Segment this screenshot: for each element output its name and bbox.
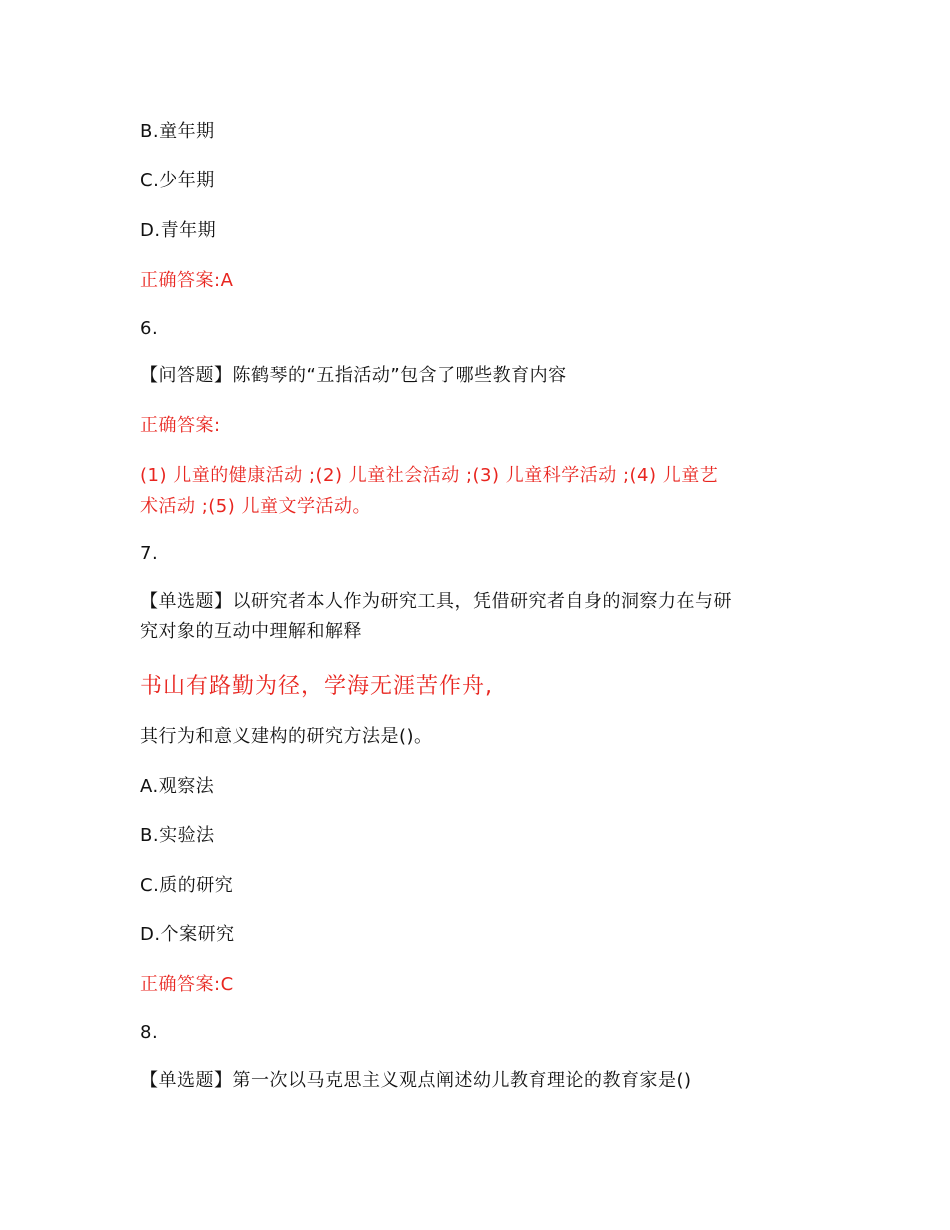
q7-option-a: A.观察法 bbox=[140, 776, 215, 797]
q6-answer-line-1: (1) 儿童的健康活动 ;(2) 儿童社会活动 ;(3) 儿童科学活动 ;(4) 儿童艺 bbox=[140, 465, 719, 486]
q7-number: 7. bbox=[140, 543, 159, 564]
q6-question: 【问答题】陈鹤琴的“五指活动”包含了哪些教育内容 bbox=[140, 365, 567, 386]
q7-option-c: C.质的研究 bbox=[140, 875, 234, 896]
q6-answer-label: 正确答案: bbox=[140, 415, 221, 436]
q5-correct-answer: 正确答案:A bbox=[140, 270, 234, 291]
q6-answer-line-2: 术活动 ;(5) 儿童文学活动。 bbox=[140, 496, 372, 517]
q5-option-d: D.青年期 bbox=[140, 220, 217, 241]
q7-option-b: B.实验法 bbox=[140, 825, 215, 846]
q8-question: 【单选题】第一次以马克思主义观点阐述幼儿教育理论的教育家是() bbox=[140, 1070, 692, 1091]
q7-question-line-2: 究对象的互动中理解和解释 bbox=[140, 621, 362, 642]
q7-question-line-3: 其行为和意义建构的研究方法是()。 bbox=[140, 726, 433, 747]
q7-option-d: D.个案研究 bbox=[140, 924, 235, 945]
q5-option-c: C.少年期 bbox=[140, 170, 215, 191]
q5-option-b: B.童年期 bbox=[140, 121, 215, 142]
q8-number: 8. bbox=[140, 1022, 159, 1043]
red-slogan: 书山有路勤为径，学海无涯苦作舟, bbox=[140, 674, 493, 699]
q7-question-line-1: 【单选题】以研究者本人作为研究工具，凭借研究者自身的洞察力在与研 bbox=[140, 591, 732, 612]
q6-answer-text bbox=[140, 460, 820, 522]
q7-correct-answer: 正确答案:C bbox=[140, 974, 234, 995]
q6-number: 6. bbox=[140, 318, 159, 339]
